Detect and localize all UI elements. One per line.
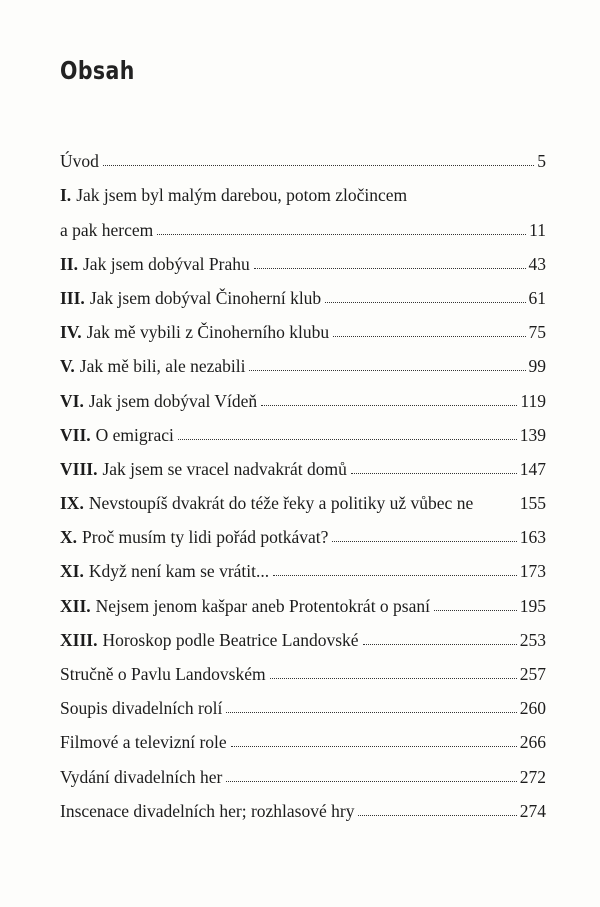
chapter-number: XII. [60, 595, 91, 616]
toc-entry [60, 445, 546, 479]
dot-leader [226, 712, 516, 713]
toc-entry [60, 240, 546, 274]
toc-entry [60, 137, 546, 171]
toc-entry [60, 718, 546, 752]
entry-title: Jak jsem dobýval Vídeň [88, 390, 258, 411]
page-number: 147 [519, 458, 546, 479]
page-number: 173 [519, 561, 546, 582]
toc-entry [60, 650, 546, 684]
entry-title: Když není kam se vrátit... [88, 561, 270, 582]
dot-leader [270, 678, 517, 679]
dot-leader [254, 268, 526, 269]
entry-title: Jak mě vybili z Činoherního klubu [86, 322, 330, 343]
dot-leader [332, 541, 516, 542]
dot-leader [363, 644, 517, 645]
entry-title: Stručně o Pavlu Landovském [60, 664, 266, 684]
entry-title: Soupis divadelních rolí [60, 698, 223, 719]
toc-entry [60, 376, 546, 410]
toc-entry [60, 205, 546, 239]
table-of-contents [60, 137, 546, 821]
entry-title: Vydání divadelních her [60, 766, 223, 787]
entry-title: Jak jsem dobýval Prahu [83, 253, 250, 274]
entry-title: Horoskop podle Beatrice Landovské [102, 629, 359, 650]
toc-entry [60, 513, 546, 547]
chapter-number: XIII. [60, 629, 98, 650]
dot-leader [103, 165, 534, 166]
page-number: 11 [529, 219, 546, 240]
entry-title: O emigraci [95, 424, 174, 445]
page-number: 99 [528, 356, 546, 377]
dot-leader [231, 746, 517, 747]
page-number: 274 [519, 800, 546, 821]
chapter-number: XI. [60, 561, 84, 582]
dot-leader [351, 473, 517, 474]
dot-leader [249, 370, 525, 371]
page-number: 61 [528, 287, 546, 308]
entry-title: Jak jsem dobýval Činoherní klub [89, 287, 322, 308]
chapter-number: VIII. [60, 458, 98, 479]
chapter-number: X. [60, 527, 78, 548]
entry-title: Nejsem jenom kašpar aneb Protentokrát o psaní [95, 595, 430, 616]
page-number: 5 [537, 151, 546, 172]
dot-leader [261, 405, 517, 406]
page-number: 75 [528, 322, 546, 343]
dot-leader [157, 234, 526, 235]
toc-entry [60, 171, 546, 205]
entry-title: Nevstoupíš dvakrát do téže řeky a politiky už vůbec ne [88, 493, 474, 514]
entry-title: a pak hercem [60, 219, 154, 240]
chapter-number: VI. [60, 390, 84, 411]
entry-title: Filmové a televizní role [60, 732, 227, 753]
toc-entry [60, 684, 546, 718]
page-number: 266 [519, 732, 546, 753]
chapter-number: III. [60, 287, 85, 308]
page-title: Obsah [60, 56, 135, 85]
chapter-number: II. [60, 253, 78, 274]
toc-entry [60, 274, 546, 308]
page-number: 257 [519, 664, 546, 684]
toc-entry [60, 616, 546, 650]
dot-leader [178, 439, 517, 440]
chapter-number: IV. [60, 322, 82, 343]
page-number: 43 [528, 253, 546, 274]
dot-leader [325, 302, 525, 303]
toc-entry [60, 479, 546, 513]
toc-entry [60, 787, 546, 821]
entry-title: Jak jsem byl malým darebou, potom zločincem [76, 185, 408, 206]
page-number: 119 [520, 390, 546, 411]
page-number: 272 [519, 766, 546, 787]
page-number: 195 [519, 595, 546, 616]
dot-leader [358, 815, 516, 816]
entry-title: Jak mě bili, ale nezabili [79, 356, 246, 377]
page-number: 253 [519, 629, 546, 650]
toc-entry [60, 411, 546, 445]
page-number: 155 [519, 493, 546, 514]
entry-title: Úvod [60, 151, 99, 172]
page-number: 139 [519, 424, 546, 445]
chapter-number: IX. [60, 493, 84, 514]
toc-entry [60, 308, 546, 342]
dot-leader [333, 336, 525, 337]
toc-entry [60, 581, 546, 615]
entry-title: Jak jsem se vracel nadvakrát domů [102, 458, 347, 479]
dot-leader [273, 575, 517, 576]
chapter-number: I. [60, 185, 72, 206]
chapter-number: V. [60, 356, 75, 377]
page-number: 260 [519, 698, 546, 719]
toc-entry [60, 342, 546, 376]
dot-leader [434, 610, 517, 611]
toc-entry [60, 752, 546, 786]
dot-leader [226, 781, 516, 782]
entry-title: Proč musím ty lidi pořád potkávat? [82, 527, 329, 548]
page-number: 163 [519, 527, 546, 548]
entry-title: Inscenace divadelních her; rozhlasové hry [60, 800, 355, 821]
toc-entry [60, 547, 546, 581]
chapter-number: VII. [60, 424, 91, 445]
